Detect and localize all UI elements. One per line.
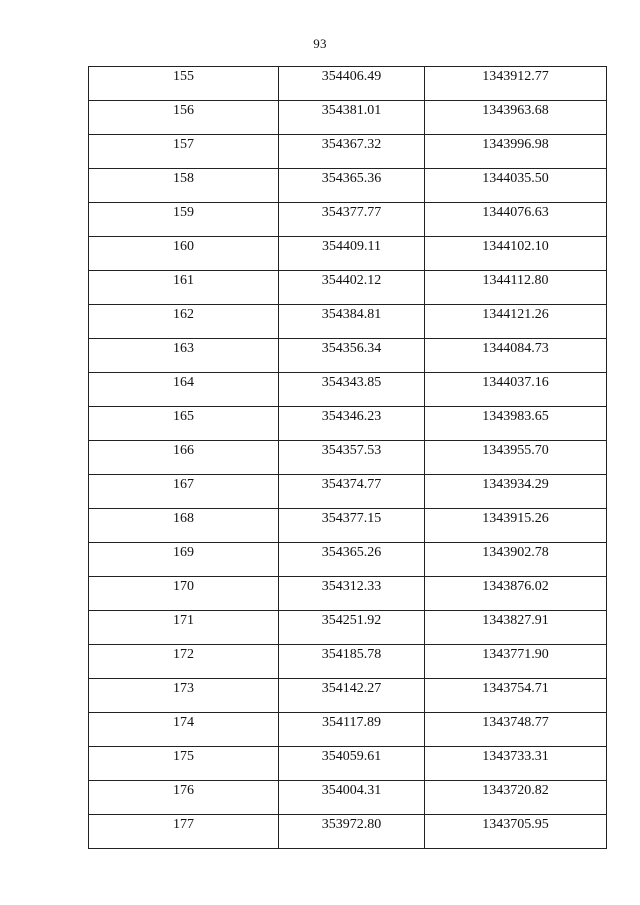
x-coordinate-cell: 354251.92	[279, 611, 425, 645]
table-row	[89, 679, 607, 713]
table-row	[89, 101, 607, 135]
table-row	[89, 543, 607, 577]
y-coordinate-cell: 1343876.02	[425, 577, 607, 611]
x-coordinate-cell: 354367.32	[279, 135, 425, 169]
point-number-cell: 160	[89, 237, 279, 271]
y-coordinate-cell: 1343915.26	[425, 509, 607, 543]
x-coordinate-cell: 354406.49	[279, 67, 425, 101]
x-coordinate-cell: 354365.36	[279, 169, 425, 203]
point-number-cell: 169	[89, 543, 279, 577]
point-number-cell: 156	[89, 101, 279, 135]
point-number-cell: 162	[89, 305, 279, 339]
point-number-cell: 165	[89, 407, 279, 441]
table-row	[89, 373, 607, 407]
x-coordinate-cell: 353972.80	[279, 815, 425, 849]
point-number-cell: 173	[89, 679, 279, 713]
x-coordinate-cell: 354374.77	[279, 475, 425, 509]
y-coordinate-cell: 1343705.95	[425, 815, 607, 849]
y-coordinate-cell: 1344102.10	[425, 237, 607, 271]
x-coordinate-cell: 354384.81	[279, 305, 425, 339]
table-row	[89, 441, 607, 475]
table-row	[89, 713, 607, 747]
table-row	[89, 339, 607, 373]
table-row	[89, 815, 607, 849]
table-row	[89, 407, 607, 441]
y-coordinate-cell: 1344035.50	[425, 169, 607, 203]
point-number-cell: 177	[89, 815, 279, 849]
point-number-cell: 176	[89, 781, 279, 815]
x-coordinate-cell: 354312.33	[279, 577, 425, 611]
x-coordinate-cell: 354381.01	[279, 101, 425, 135]
x-coordinate-cell: 354059.61	[279, 747, 425, 781]
x-coordinate-cell: 354343.85	[279, 373, 425, 407]
y-coordinate-cell: 1343754.71	[425, 679, 607, 713]
y-coordinate-cell: 1344112.80	[425, 271, 607, 305]
table-row	[89, 781, 607, 815]
table-row	[89, 611, 607, 645]
y-coordinate-cell: 1344084.73	[425, 339, 607, 373]
y-coordinate-cell: 1343827.91	[425, 611, 607, 645]
page-number: 93	[313, 36, 327, 51]
point-number-cell: 157	[89, 135, 279, 169]
point-number-cell: 174	[89, 713, 279, 747]
y-coordinate-cell: 1343996.98	[425, 135, 607, 169]
table-row	[89, 135, 607, 169]
coordinates-table	[88, 66, 607, 849]
coordinates-table-body	[89, 67, 607, 849]
x-coordinate-cell: 354142.27	[279, 679, 425, 713]
table-row	[89, 645, 607, 679]
x-coordinate-cell: 354377.15	[279, 509, 425, 543]
table-row	[89, 577, 607, 611]
y-coordinate-cell: 1343748.77	[425, 713, 607, 747]
x-coordinate-cell: 354365.26	[279, 543, 425, 577]
x-coordinate-cell: 354185.78	[279, 645, 425, 679]
y-coordinate-cell: 1343902.78	[425, 543, 607, 577]
y-coordinate-cell: 1344076.63	[425, 203, 607, 237]
x-coordinate-cell: 354117.89	[279, 713, 425, 747]
point-number-cell: 159	[89, 203, 279, 237]
point-number-cell: 167	[89, 475, 279, 509]
y-coordinate-cell: 1343963.68	[425, 101, 607, 135]
y-coordinate-cell: 1344121.26	[425, 305, 607, 339]
point-number-cell: 166	[89, 441, 279, 475]
point-number-cell: 158	[89, 169, 279, 203]
y-coordinate-cell: 1343720.82	[425, 781, 607, 815]
x-coordinate-cell: 354357.53	[279, 441, 425, 475]
y-coordinate-cell: 1343912.77	[425, 67, 607, 101]
point-number-cell: 175	[89, 747, 279, 781]
point-number-cell: 161	[89, 271, 279, 305]
table-row	[89, 305, 607, 339]
point-number-cell: 170	[89, 577, 279, 611]
table-row	[89, 237, 607, 271]
x-coordinate-cell: 354004.31	[279, 781, 425, 815]
x-coordinate-cell: 354377.77	[279, 203, 425, 237]
y-coordinate-cell: 1343983.65	[425, 407, 607, 441]
y-coordinate-cell: 1343955.70	[425, 441, 607, 475]
table-row	[89, 747, 607, 781]
y-coordinate-cell: 1344037.16	[425, 373, 607, 407]
y-coordinate-cell: 1343733.31	[425, 747, 607, 781]
point-number-cell: 164	[89, 373, 279, 407]
point-number-cell: 171	[89, 611, 279, 645]
table-row	[89, 169, 607, 203]
x-coordinate-cell: 354402.12	[279, 271, 425, 305]
table-row	[89, 271, 607, 305]
table-row	[89, 203, 607, 237]
x-coordinate-cell: 354409.11	[279, 237, 425, 271]
point-number-cell: 155	[89, 67, 279, 101]
point-number-cell: 168	[89, 509, 279, 543]
x-coordinate-cell: 354346.23	[279, 407, 425, 441]
y-coordinate-cell: 1343771.90	[425, 645, 607, 679]
point-number-cell: 172	[89, 645, 279, 679]
y-coordinate-cell: 1343934.29	[425, 475, 607, 509]
table-row	[89, 509, 607, 543]
point-number-cell: 163	[89, 339, 279, 373]
table-row	[89, 67, 607, 101]
table-row	[89, 475, 607, 509]
x-coordinate-cell: 354356.34	[279, 339, 425, 373]
